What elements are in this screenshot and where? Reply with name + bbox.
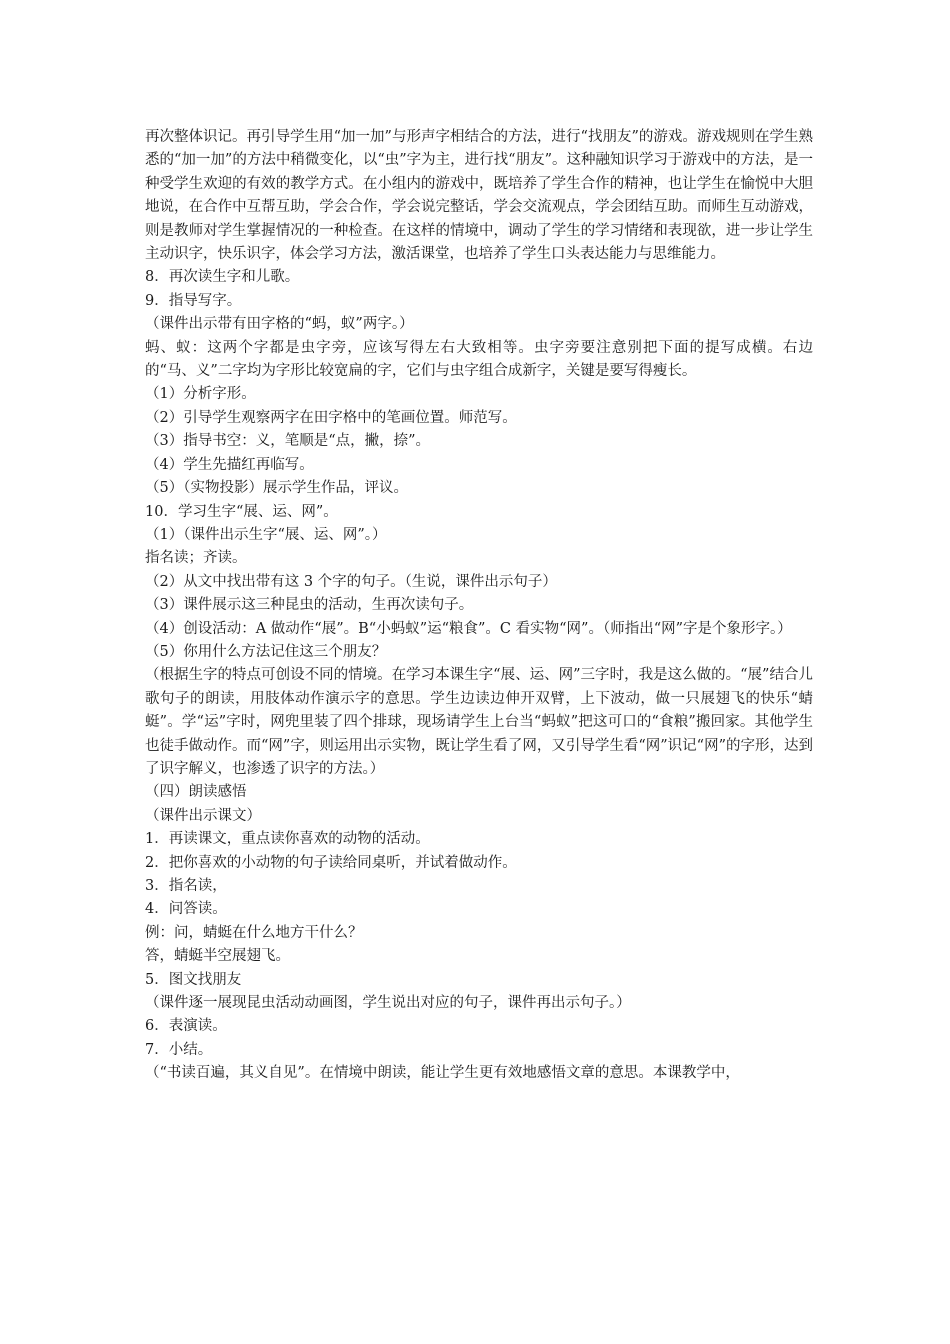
substep-10-1: （1）（课件出示生字“展、运、网”。） (145, 526, 387, 543)
step-8: 8．再次读生字和儿歌。 (145, 269, 300, 286)
animation-note: （课件逐一展现昆虫活动动画图，学生说出对应的句子，课件再出示句子。） (145, 995, 631, 1012)
substep-3: （3）指导书空：义，笔顺是“点，撇，捺”。 (145, 433, 431, 450)
reading-step-1: 1．再读课文，重点读你喜欢的动物的活动。 (145, 831, 430, 848)
substep-10-2: （2）从文中找出带有这 3 个字的句子。（生说，课件出示句子） (145, 573, 557, 590)
step-10: 10．学习生字“展、运、网”。 (145, 503, 338, 520)
paragraph-game-method: 再次整体识记。再引导学生用“加一加”与形声字相结合的方法，进行“找朋友”的游戏。游戏规则在学生熟悉的“加一加”的方法中稍微变化，以“虫”字为主，进行找“朋友”。这种融知识学习于游戏中的方法，是一种受学生欢迎的有效的教学方式。在小组内的游戏中，既培养了学生合作的精神，也让学生在愉悦中大胆地说，在合作中互帮互助，学会合作，学会说完整话，学会交流观点，学会团结互助。而师生互动游戏，则是教师对学生掌握情况的一种检查。在这样的情境中，调动了学生的学习情绪和表现欲，进一步让学生主动识字，快乐识字，体会学习方法，激活课堂，也培养了学生口头表达能力与思维能力。 (145, 129, 813, 263)
reading-step-7: 7．小结。 (145, 1041, 213, 1058)
courseware-text-note: （课件出示课文） (145, 807, 261, 824)
substep-5: （5）（实物投影）展示学生作品，评议。 (145, 480, 408, 497)
reading-step-4: 4．问答读。 (145, 901, 227, 918)
reading-step-3: 3．指名读， (145, 878, 227, 894)
section-heading-reading: （四）朗读感悟 (145, 784, 247, 801)
paragraph-situation-design: （根据生字的特点可创设不同的情境。在学习本课生字“展、运、网”三字时，我是这么做的。“展”结合儿歌句子的朗读，用肢体动作演示字的意思。学生边读边伸开双臂，上下波动，做一只展翅飞的快乐“蜻蜓”。学“运”字时，网兜里装了四个排球，现场请学生上台当“蚂蚁”把这可口的“食粮”搬回家。其他学生也徒手做动作。而“网”字，则运用出示实物，既让学生看了网，又引导学生看“网”识记“网”的字形，达到了识字解义，也渗透了识字的方法。） (145, 667, 813, 777)
reading-note: 指名读；齐读。 (145, 550, 247, 567)
reading-step-5: 5．图文找朋友 (145, 971, 242, 988)
document-body (145, 126, 813, 1086)
substep-10-3: （3）课件展示这三种昆虫的活动，生再次读句子。 (145, 597, 474, 614)
substep-10-4: （4）创设活动：A 做动作“展”。B“小蚂蚁”运“粮食”。C 看实物“网”。（师指出“网”字是个象形字。） (145, 620, 792, 637)
substep-10-5: （5）你用什么方法记住这三个朋友？ (145, 643, 387, 660)
courseware-note: （课件出示带有田字格的“蚂，蚁”两字。） (145, 316, 414, 333)
substep-1: （1）分析字形。 (145, 386, 256, 403)
reading-step-6: 6．表演读。 (145, 1018, 227, 1035)
paragraph-character-analysis: 蚂、蚁：这两个字都是虫字旁，应该写得左右大致相等。虫字旁要注意别把下面的提写成横。右边的“马、义”二字均为字形比较宽扁的字，它们与虫字组合成新字，关键是要写得瘦长。 (145, 339, 813, 380)
example-answer: 答，蜻蜓半空展翅飞。 (145, 948, 290, 965)
example-question: 例：问，蜻蜓在什么地方干什么？ (145, 924, 363, 941)
substep-2: （2）引导学生观察两字在田字格中的笔画位置。师范写。 (145, 409, 517, 426)
substep-4: （4）学生先描红再临写。 (145, 456, 314, 473)
paragraph-summary: （“书读百遍，其义自见”。在情境中朗读，能让学生更有效地感悟文章的意思。本课教学中， (145, 1065, 740, 1082)
reading-step-2: 2．把你喜欢的小动物的句子读给同桌听，并试着做动作。 (145, 854, 517, 871)
step-9: 9．指导写字。 (145, 292, 242, 309)
